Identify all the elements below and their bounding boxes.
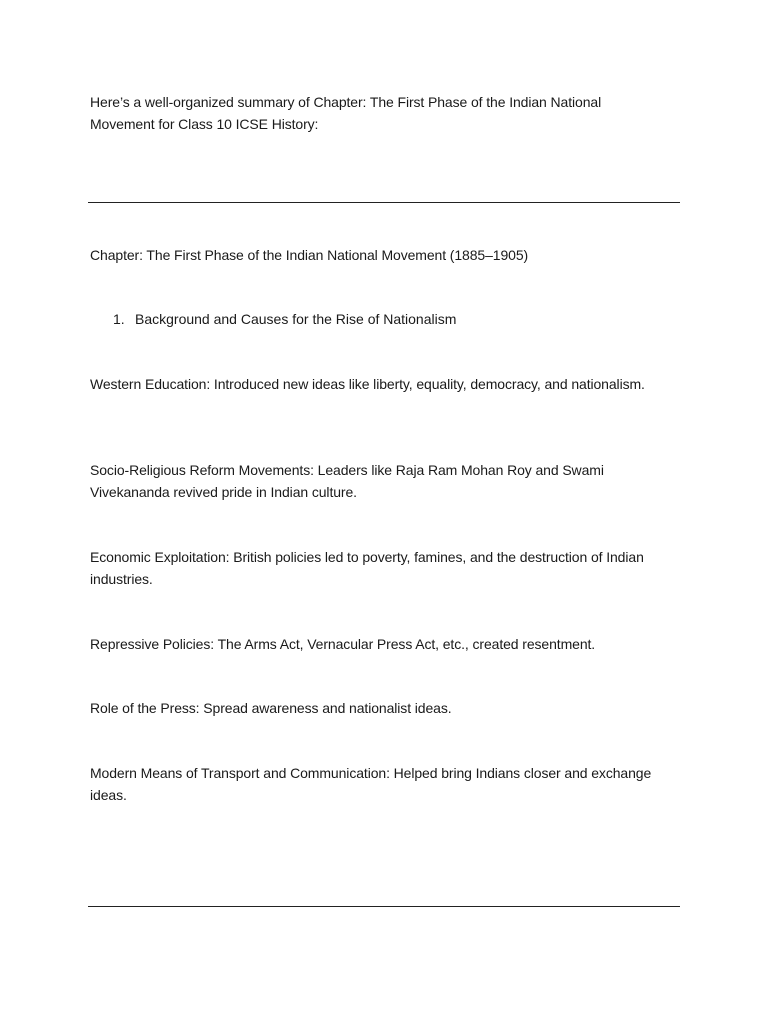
- section-heading-1: [113, 308, 456, 330]
- point-transport-communication: Modern Means of Transport and Communication: Helped bring Indians closer and exchange ideas.: [90, 765, 652, 803]
- point-socio-religious-reform: Socio-Religious Reform Movements: Leaders like Raja Ram Mohan Roy and Swami Vivekananda revived pride in Indian culture.: [90, 462, 604, 500]
- point-repressive-policies: Repressive Policies: The Arms Act, Vernacular Press Act, etc., created resentment.: [90, 636, 596, 652]
- intro-paragraph: Here’s a well-organized summary of Chapter: The First Phase of the Indian National Movement for Class 10 ICSE History:: [90, 94, 602, 132]
- point-economic-exploitation: Economic Exploitation: British policies led to poverty, famines, and the destruction of Indian industries.: [90, 549, 644, 587]
- horizontal-divider: [88, 906, 680, 907]
- list-number: 1.: [113, 311, 125, 327]
- chapter-heading: Chapter: The First Phase of the Indian National Movement (1885–1905): [90, 247, 529, 263]
- horizontal-divider: [88, 202, 680, 203]
- point-western-education: Western Education: Introduced new ideas like liberty, equality, democracy, and nationalism.: [90, 376, 645, 392]
- section-title: Background and Causes for the Rise of Nationalism: [135, 311, 457, 327]
- point-role-of-press: Role of the Press: Spread awareness and nationalist ideas.: [90, 700, 452, 716]
